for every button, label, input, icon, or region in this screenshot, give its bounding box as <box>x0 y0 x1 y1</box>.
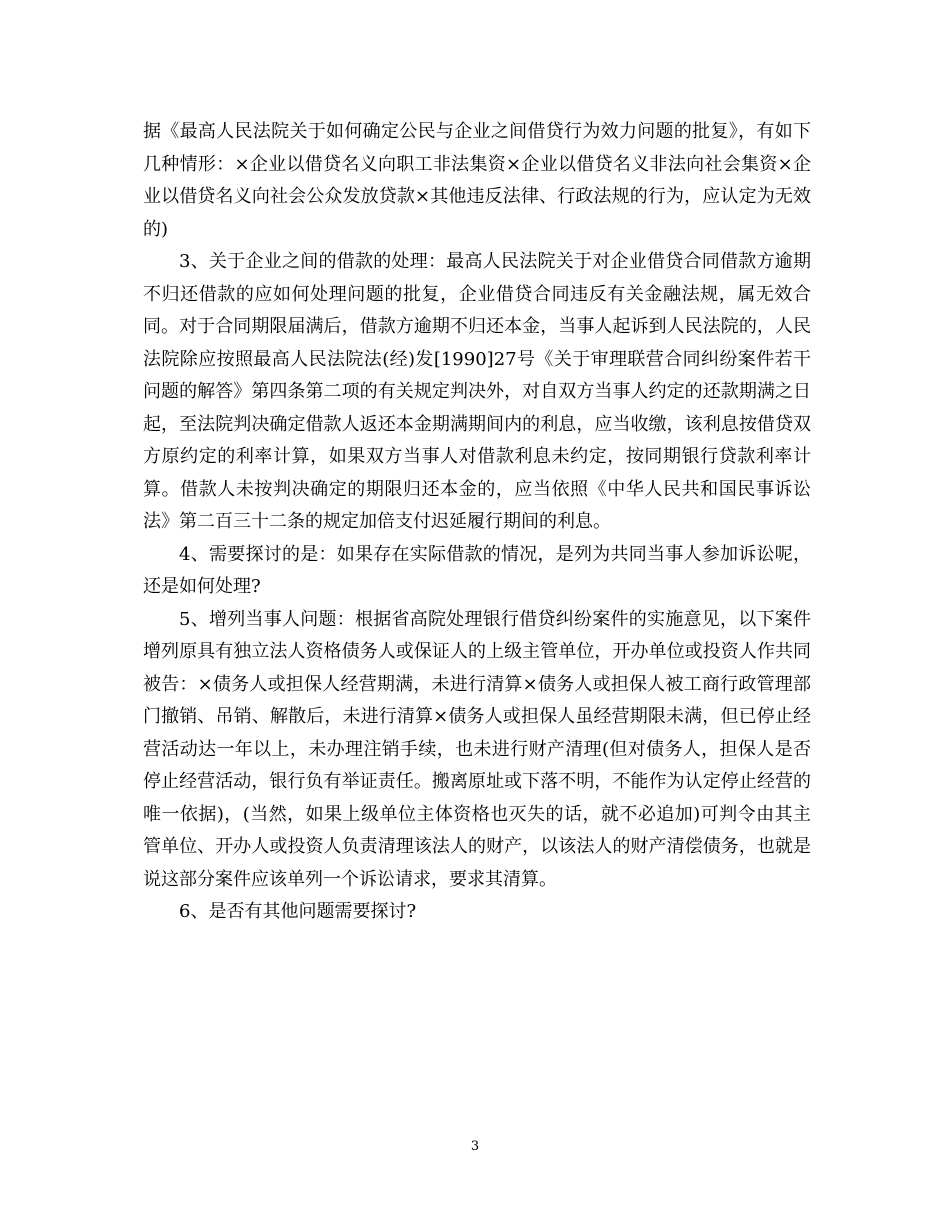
document-body <box>143 116 811 929</box>
paragraph-6-other-issues: 6、是否有其他问题需要探讨? <box>179 901 417 922</box>
paragraph-5-additional-parties: 5、增列当事人问题：根据省高院处理银行借贷纠纷案件的实施意见，以下案件增列原具有独立法人资格债务人或保证人的上级主管单位，开办单位或投资人作共同被告：×债务人或担保人经营期满，未进行清算×债务人或担保人被工商行政管理部门撤销、吊销、解散后，未进行清算×债务人或担保人虽经营期限未满，但已停止经营活动达一年以上，未办理注销手续，也未进行财产清理(但对债务人，担保人是否停止经营活动，银行负有举证责任。搬离原址或下落不明，不能作为认定停止经营的唯一依据)，(当然，如果上级单位主体资格也灭失的话，就不必追加)可判令由其主管单位、开办人或投资人负责清理该法人的财产，以该法人的财产清偿债务，也就是说这部分案件应该单列一个诉讼请求，要求其清算。 <box>143 608 811 890</box>
page-number: 3 <box>470 1139 480 1154</box>
paragraph-3-enterprise-loans: 3、关于企业之间的借款的处理：最高人民法院关于对企业借贷合同借款方逾期不归还借款的应如何处理问题的批复，企业借贷合同违反有关金融法规，属无效合同。对于合同期限届满后，借款方逾期不归还本金，当事人起诉到人民法院的，人民法院除应按照最高人民法院法(经)发[1990]27号《关于审理联营合同纠纷案件若干问题的解答》第四条第二项的有关规定判决外，对自双方当事人约定的还款期满之日起，至法院判决确定借款人返还本金期满期间内的利息，应当收缴，该利息按借贷双方原约定的利率计算，如果双方当事人对借款利息未约定，按同期银行贷款利率计算。借款人未按判决确定的期限归还本金的，应当依照《中华人民共和国民事诉讼法》第二百三十二条的规定加倍支付迟延履行期间的利息。 <box>143 251 811 532</box>
paragraph-continuation: 据《最高人民法院关于如何确定公民与企业之间借贷行为效力问题的批复》，有如下几种情形：×企业以借贷名义向职工非法集资×企业以借贷名义非法向社会集资×企业以借贷名义向社会公众发放贷款×其他违反法律、行政法规的行为，应认定为无效的) <box>143 121 811 240</box>
paragraph-4-discussion: 4、需要探讨的是：如果存在实际借款的情况，是列为共同当事人参加诉讼呢，还是如何处理? <box>143 543 811 597</box>
